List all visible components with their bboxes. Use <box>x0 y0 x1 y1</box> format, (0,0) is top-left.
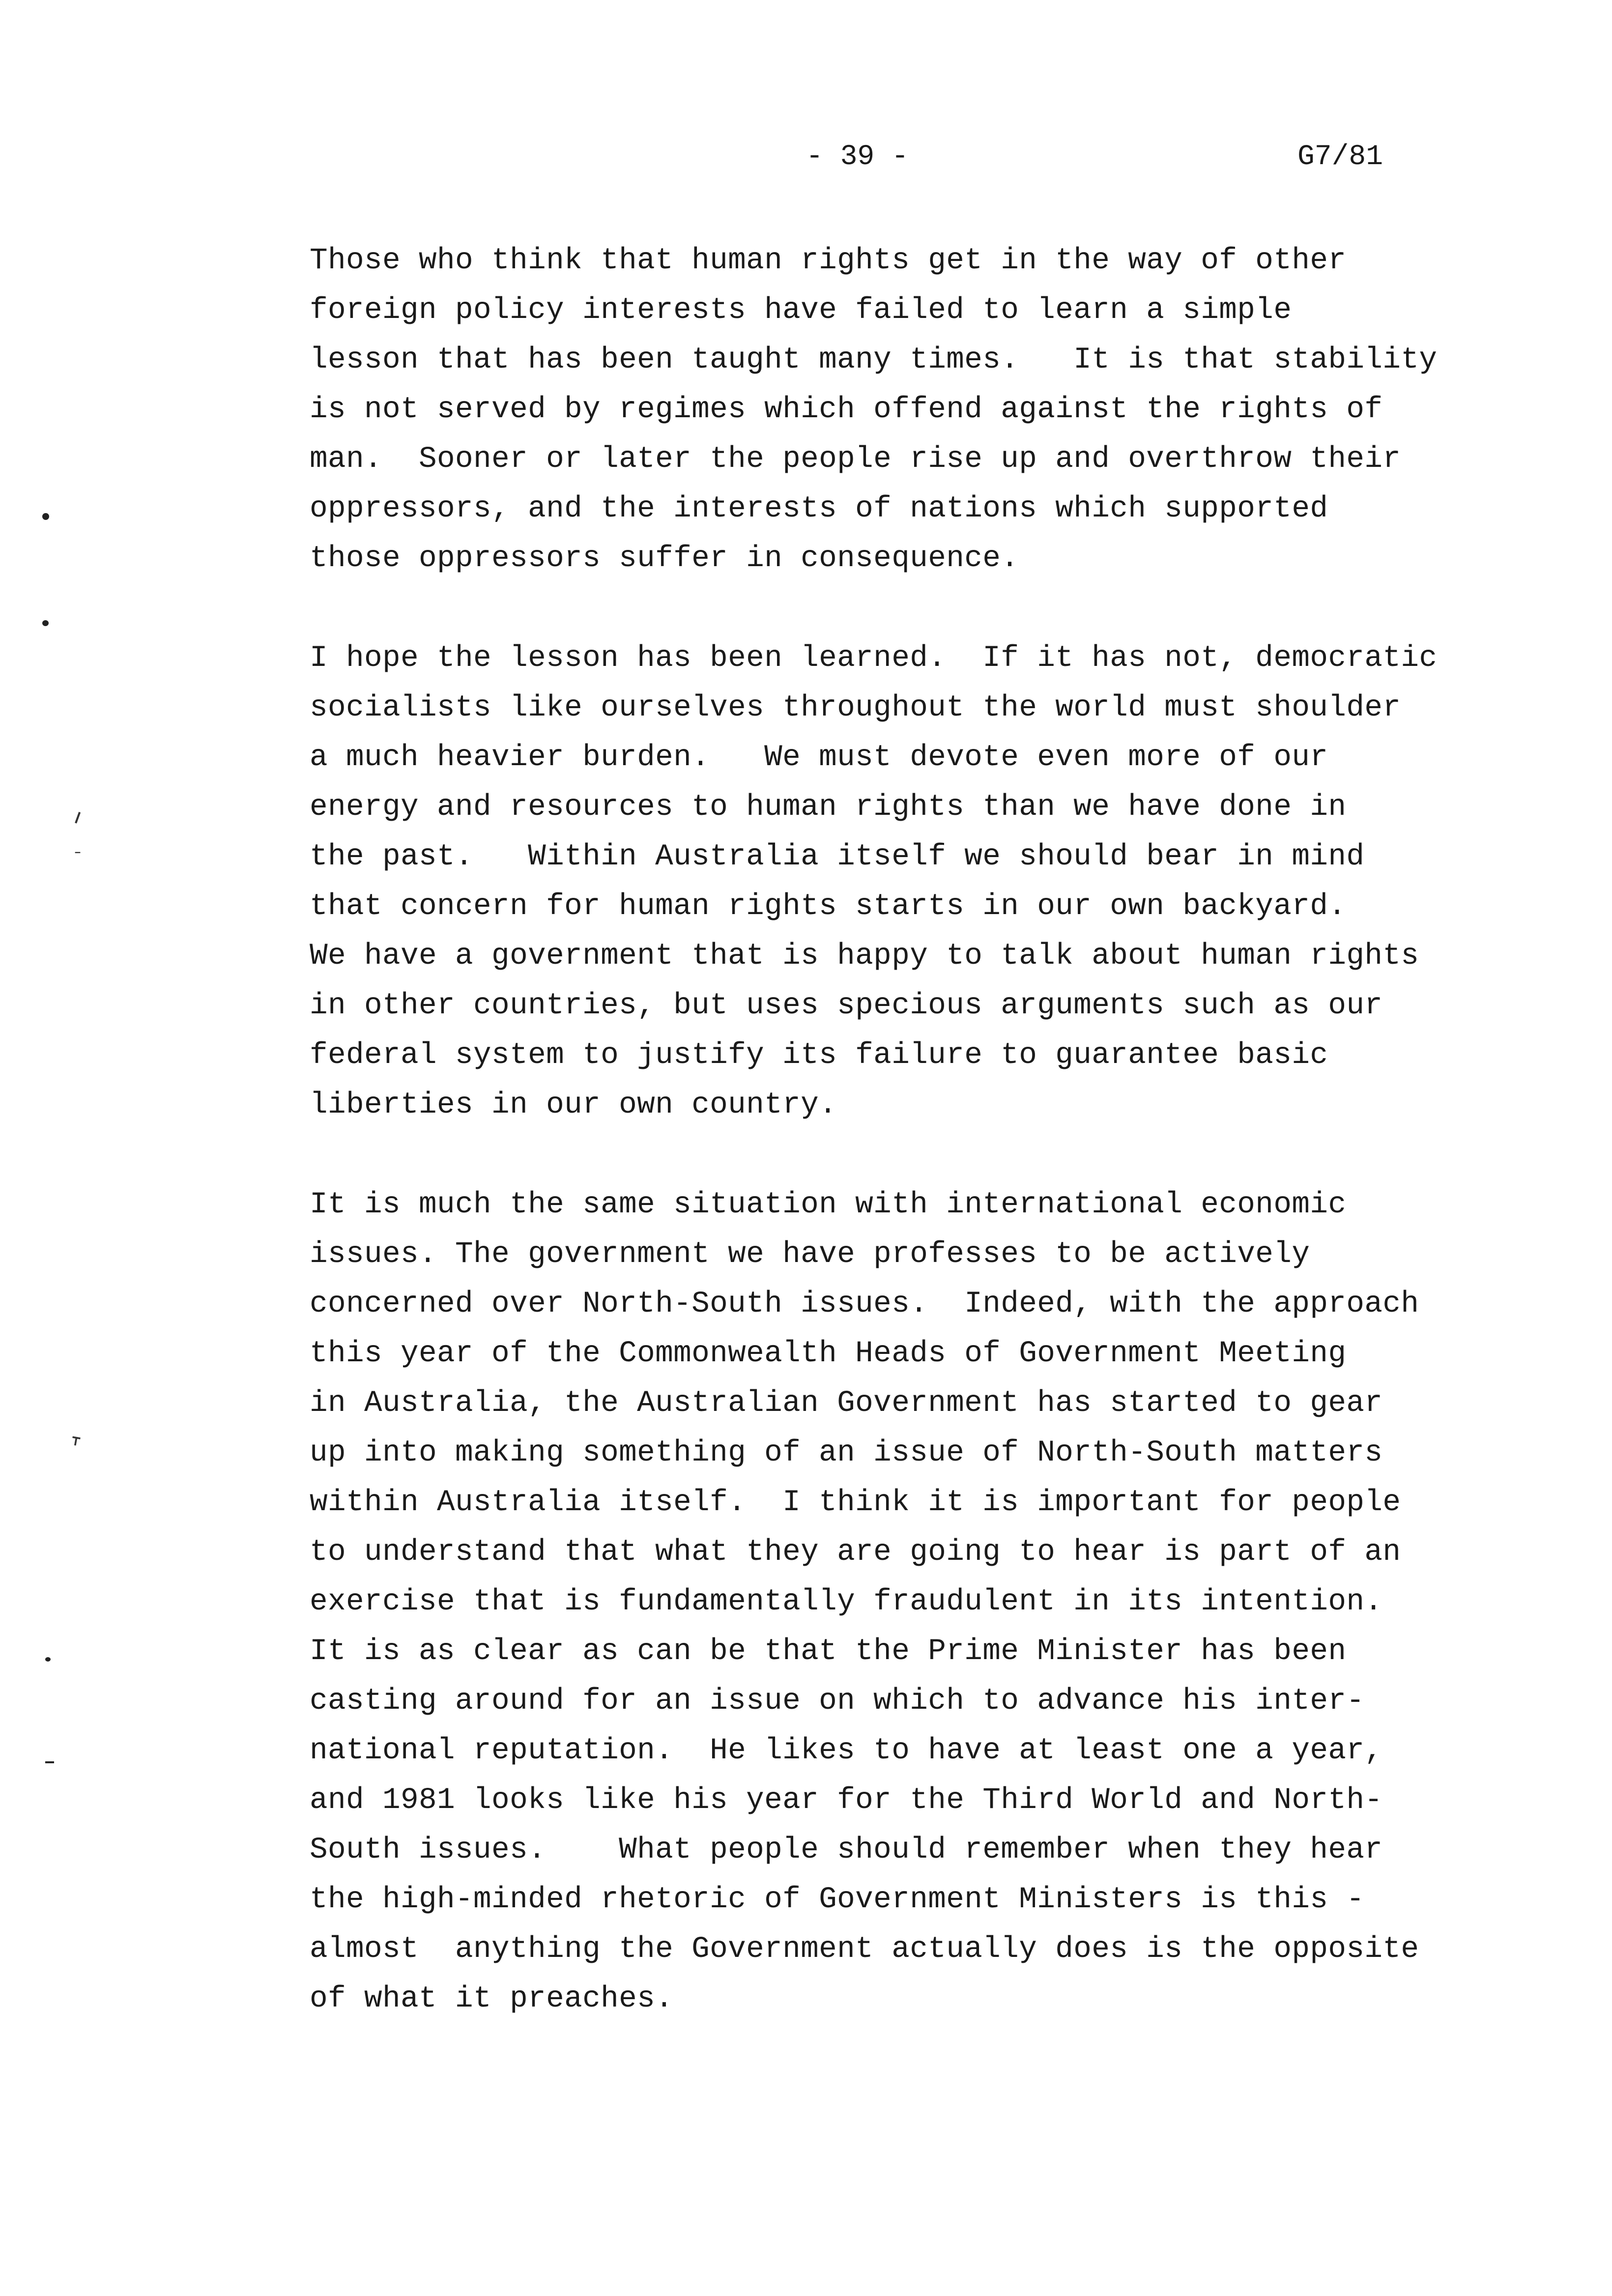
text-line: in Australia, the Australian Government has started to gear <box>310 1386 1383 1420</box>
text-line: South issues. What people should remember when they hear <box>310 1833 1383 1867</box>
text-line: I hope the lesson has been learned. If it has not, democratic <box>310 641 1438 675</box>
text-line: the high-minded rhetoric of Government Ministers is this - <box>310 1883 1365 1917</box>
text-line: in other countries, but uses specious arguments such as our <box>310 989 1383 1023</box>
margin-scribble: ᐟ <box>68 804 91 841</box>
margin-dot <box>42 513 49 520</box>
text-line: those oppressors suffer in consequence. <box>310 542 1019 575</box>
page-header <box>0 138 1612 177</box>
text-line: up into making something of an issue of North-South matters <box>310 1436 1383 1470</box>
text-line: We have a government that is happy to talk about human rights <box>310 939 1419 973</box>
text-line: to understand that what they are going to hear is part of an <box>310 1535 1401 1569</box>
text-line: national reputation. He likes to have at least one a year, <box>310 1734 1383 1768</box>
text-line: oppressors, and the interests of nations which supported <box>310 492 1328 526</box>
text-line: foreign policy interests have failed to learn a simple <box>310 293 1292 327</box>
text-line: concerned over North-South issues. Indeed, with the approach <box>310 1287 1419 1321</box>
text-line: casting around for an issue on which to advance his inter- <box>310 1684 1365 1718</box>
margin-dot <box>42 620 49 626</box>
text-line: and 1981 looks like his year for the Third World and North- <box>310 1783 1383 1817</box>
document-reference: G7/81 <box>1297 141 1383 173</box>
text-line: man. Sooner or later the people rise up and overthrow their <box>310 442 1401 476</box>
text-line: socialists like ourselves throughout the world must shoulder <box>310 691 1401 725</box>
text-line: It is much the same situation with international economic <box>310 1188 1347 1222</box>
paragraph-economic-issues <box>310 1180 1548 2024</box>
paragraph-lesson <box>310 633 1548 1130</box>
text-line: issues. The government we have professes to be actively <box>310 1237 1310 1271</box>
document-body <box>310 236 1548 2074</box>
text-line: of what it preaches. <box>310 1982 674 2016</box>
text-line: It is as clear as can be that the Prime Minister has been <box>310 1635 1347 1668</box>
page-number: - 39 - <box>806 141 909 173</box>
text-line: a much heavier burden. We must devote even more of our <box>310 741 1328 775</box>
text-line: lesson that has been taught many times. It is that stability <box>310 343 1438 377</box>
text-line: almost anything the Government actually does is the opposite <box>310 1932 1419 1966</box>
text-line: the past. Within Australia itself we should bear in mind <box>310 840 1365 874</box>
text-line: exercise that is fundamentally fraudulent in its intention. <box>310 1585 1383 1619</box>
text-line: federal system to justify its failure to guarantee basic <box>310 1038 1328 1072</box>
text-line: this year of the Commonwealth Heads of Government Meeting <box>310 1337 1347 1371</box>
text-line: liberties in our own country. <box>310 1088 837 1122</box>
paragraph-human-rights <box>310 236 1548 583</box>
text-line: Those who think that human rights get in the way of other <box>310 244 1347 278</box>
text-line: is not served by regimes which offend against the rights of <box>310 393 1383 427</box>
margin-scribble: ᐪ <box>66 1429 84 1465</box>
margin-dot <box>45 1657 51 1662</box>
margin-scribble: ᐨ <box>74 845 82 868</box>
margin-dash <box>45 1761 54 1763</box>
text-line: within Australia itself. I think it is important for people <box>310 1486 1401 1520</box>
text-line: energy and resources to human rights than we have done in <box>310 790 1347 824</box>
text-line: that concern for human rights starts in our own backyard. <box>310 890 1347 923</box>
